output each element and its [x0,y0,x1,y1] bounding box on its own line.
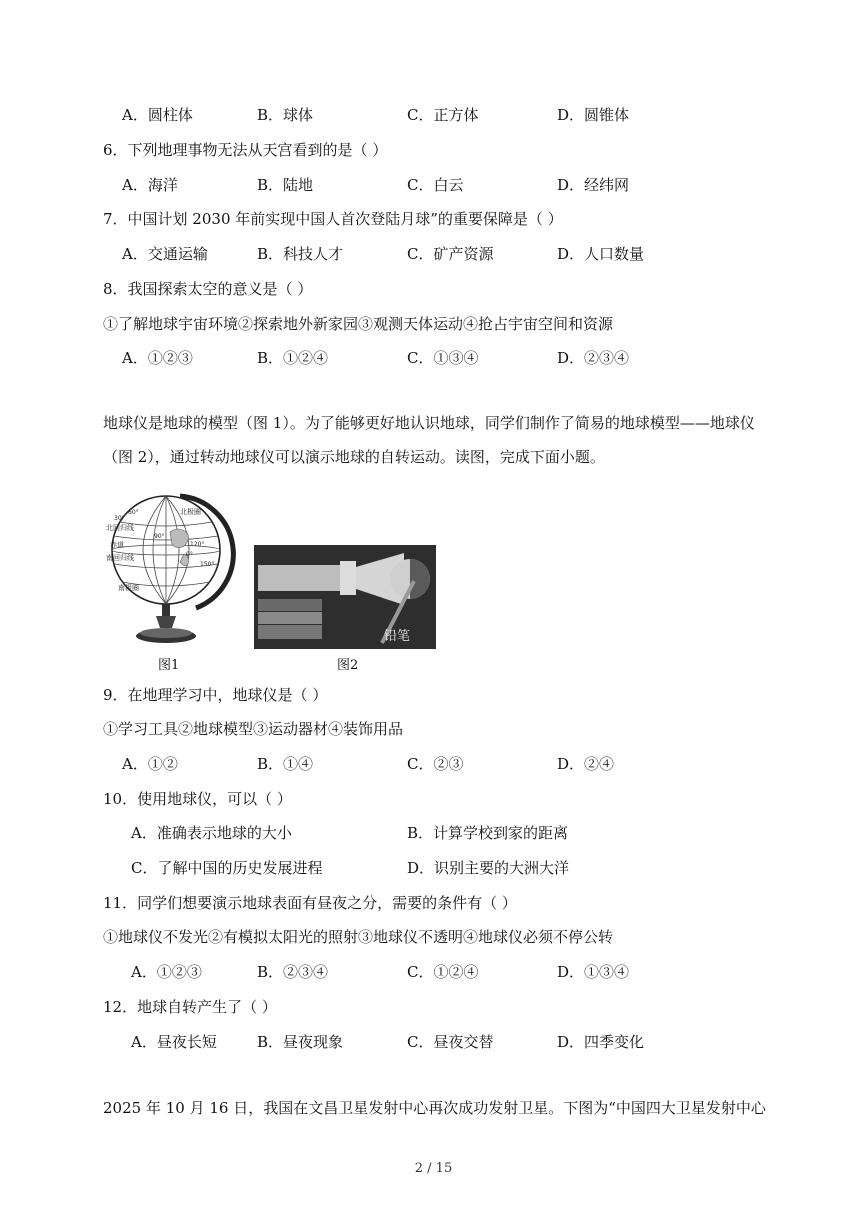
figure-2-caption: 图2 [337,658,359,673]
question-9-stem: 9．在地理学习中，地球仪是（ ） [103,686,328,704]
globe-label: 南回归线 [106,554,134,562]
globe-label: 150° [200,561,215,568]
option-a: A．准确表示地球的大小 [131,824,292,842]
question-8-stem: 8．我国探索太空的意义是（ ） [103,280,313,298]
globe-label: 赤道 [110,541,124,549]
option-d: D．②④ [557,755,615,773]
option-c: C．②③ [407,755,464,773]
globe-label: 南极圈 [118,584,139,592]
globe-figure [100,490,240,650]
option-d: D．圆锥体 [557,106,630,124]
globe-label: 90° [154,533,165,540]
option-b: B．②③④ [257,963,329,981]
option-c: C．①③④ [407,349,479,367]
globe-label: 120° [190,541,205,548]
option-b: B．①②④ [257,349,329,367]
question-10-stem: 10．使用地球仪，可以（ ） [103,790,292,808]
option-b: B．陆地 [257,176,314,194]
passage-satellite: 2025 年 10 月 16 日，我国在文昌卫星发射中心再次成功发射卫星。下图为“中国四大卫星发射中心 [103,1099,766,1117]
figure-1-caption: 图1 [158,658,180,673]
option-c: C．①②④ [407,963,479,981]
option-a: A．海洋 [122,176,178,194]
option-d: D．①③④ [557,963,630,981]
option-a: A．交通运输 [122,245,208,263]
globe-label: 0° [186,551,193,558]
option-b: B．昼夜现象 [257,1033,344,1051]
option-d: D．识别主要的大洲大洋 [407,859,570,877]
question-7-stem: 7．中国计划 2030 年前实现中国人首次登陆月球”的重要保障是（ ） [103,210,563,228]
globe-model-photo [254,545,436,649]
option-a: A．①② [122,755,178,773]
option-a: A．昼夜长短 [131,1033,217,1051]
question-11-stem: 11．同学们想要演示地球表面有昼夜之分，需要的条件有（ ） [103,894,517,912]
flashlight-illustration [254,545,436,649]
passage-globe: 地球仪是地球的模型（图 1）。为了能够更好地认识地球，同学们制作了简易的地球模型——地球仪（图 2），通过转动地球仪可以演示地球的自转运动。读图，完成下面小题。 [103,414,755,466]
option-c: C．矿产资源 [407,245,494,263]
option-c: C．昼夜交替 [407,1033,494,1051]
option-d: D．人口数量 [557,245,645,263]
option-b: B．①④ [257,755,314,773]
question-12-stem: 12．地球自转产生了（ ） [103,998,277,1016]
option-b: B．科技人才 [257,245,344,263]
question-11-statements: ①地球仪不发光②有模拟太阳光的照射③地球仪不透明④地球仪必须不停公转 [103,928,614,946]
option-a: A．①②③ [122,349,193,367]
globe-label: 北回归线 [106,524,134,532]
option-d: D．经纬网 [557,176,630,194]
option-b: B．计算学校到家的距离 [407,824,569,842]
question-9-statements: ①学习工具②地球模型③运动器材④装饰用品 [103,720,404,738]
option-c: C．了解中国的历史发展进程 [131,859,323,877]
option-c: C．正方体 [407,106,479,124]
option-b: B．球体 [257,106,314,124]
option-d: D．②③④ [557,349,630,367]
question-8-statements: ①了解地球宇宙环境②探索地外新家园③观测天体运动④抢占宇宙空间和资源 [103,315,614,333]
globe-label: 30° [114,515,125,522]
option-a: A．圆柱体 [122,106,193,124]
globe-label: 北极圈 [180,508,201,516]
pencil-label: 铅笔 [384,629,411,644]
globe-label: 60° [128,509,139,516]
page-number: 2 / 15 [414,1161,453,1176]
option-c: C．白云 [407,176,464,194]
question-6-stem: 6．下列地理事物无法从天宫看到的是（ ） [103,141,388,159]
option-a: A．①②③ [131,963,202,981]
option-d: D．四季变化 [557,1033,645,1051]
